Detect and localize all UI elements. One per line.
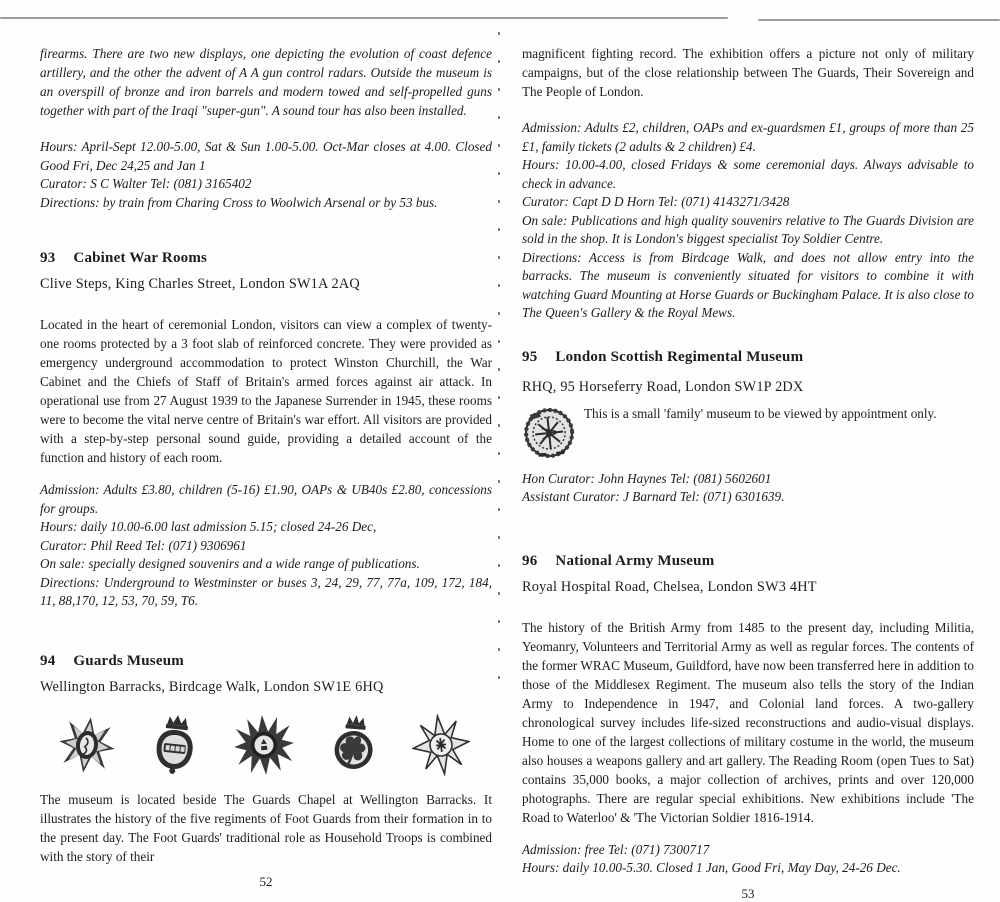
section-96-heading xyxy=(522,553,974,570)
hours-line: Hours: daily 10.00-6.00 last admission 5.15; closed 24-26 Dec, xyxy=(40,519,377,534)
hours-line: Hours: 10.00-4.00, closed Fridays & some ceremonial days. Always advisable to check in advance. xyxy=(522,157,974,191)
section-93-info-block xyxy=(40,481,492,611)
guards-regiment-badges xyxy=(40,710,492,780)
hours-line: Hours: daily 10.00-5.30. Closed 1 Jan, Good Fri, May Day, 24-26 Dec. xyxy=(522,860,901,875)
section-96-number: 96 xyxy=(522,552,538,569)
directions-line: Directions: Underground to Westminster or buses 3, 24, 29, 77, 77a, 109, 172, 184, 11, 88,170, 12, 53, 70, 59, T6. xyxy=(40,574,492,608)
section-96-address: Royal Hospital Road, Chelsea, London SW3 4HT xyxy=(522,578,817,595)
section-95-note-row xyxy=(522,402,974,460)
section-93-heading xyxy=(40,250,492,267)
on-sale-line: On sale: Publications and high quality souvenirs relative to The Guards Division are sold in the shop. It is London's biggest specialist Toy Soldier Centre. xyxy=(522,212,974,246)
section-93-title: Cabinet War Rooms xyxy=(73,250,208,266)
page-number-left: 52 xyxy=(259,873,273,889)
continuation-paragraph: magnificent fighting record. The exhibition offers a picture not only of military campaigns, but of the close relationship between The Guards, Their Sovereign and The People of London. xyxy=(522,46,974,99)
directions-line: Directions: Access is from Birdcage Walk, and does not allow entry into the barracks. The museum is conveniently situated for visitors to combine it with watching Guard Mounting at Horse Guards or Buckingham Palace. It is also close to The Queen's Gallery & the Royal Mews. xyxy=(522,249,974,320)
hours-line: Hours: April-Sept 12.00-5.00, Sat & Sun 1.00-5.00. Oct-Mar closes at 4.00. Closed Good Fri, Dec 24,25 and Jan 1 xyxy=(40,139,492,173)
admission-line: Admission: Adults £3.80, children (5-16) £1.90, OAPs & UB40s £2.80, concessions for groups. xyxy=(40,482,492,516)
hon-curator-line: Hon Curator: John Haynes Tel: (081) 5602601 xyxy=(522,470,772,486)
page-number-right: 53 xyxy=(741,885,755,901)
section-93-address: Clive Steps, King Charles Street, London SW1A 2AQ xyxy=(40,276,360,292)
curator-line: Curator: S C Walter Tel: (081) 3165402 xyxy=(40,176,252,191)
admission-line: Admission: free Tel: (071) 7300717 xyxy=(522,841,710,857)
prev-entry-info-block xyxy=(40,138,492,212)
welsh-guards-badge-icon xyxy=(412,714,470,776)
right-page xyxy=(522,44,974,902)
section-94-description: The museum is located beside The Guards Chapel at Wellington Barracks. It illustrates the history of the five regiments of Foot Guards from their formation in to the present day. The Foot Guards' traditional role as Household Troops is combined with the story of their xyxy=(40,791,492,864)
section-94-address: Wellington Barracks, Birdcage Walk, London SW1E 6HQ xyxy=(40,678,384,695)
section-95-heading xyxy=(522,349,974,366)
assistant-curator-line: Assistant Curator: J Barnard Tel: (071) 6301639. xyxy=(522,489,785,504)
section-95-address: RHQ, 95 Horseferry Road, London SW1P 2DX xyxy=(522,378,804,395)
continuation-paragraph: firearms. There are two new displays, one depicting the evolution of coast defence artillery, and the other the advent of A A gun control radars. Outside the museum is an overspill of bronze and iron barrels and modern towed and self-propelled guns together with part of the Iraqi "super-gun". A sound tour has also been installed. xyxy=(40,46,492,118)
section-95-info-block xyxy=(522,470,974,507)
section-94-title: Guards Museum xyxy=(73,652,184,669)
section-93-number: 93 xyxy=(40,250,56,266)
page-top-scan-edge xyxy=(0,17,728,19)
section-95-number: 95 xyxy=(522,348,538,365)
book-binding-gutter xyxy=(498,10,500,700)
section-94-heading xyxy=(40,653,492,670)
guards-museum-info-block xyxy=(522,119,974,323)
scots-guards-badge-icon xyxy=(233,714,295,776)
london-scottish-badge-icon xyxy=(522,404,584,460)
page-top-scan-edge-right xyxy=(758,19,1000,21)
curator-line: Curator: Phil Reed Tel: (071) 9306961 xyxy=(40,537,247,553)
on-sale-line: On sale: specially designed souvenirs and a wide range of publications. xyxy=(40,556,420,571)
section-95-title: London Scottish Regimental Museum xyxy=(555,348,804,365)
coldstream-guards-badge-icon xyxy=(150,713,200,777)
directions-line: Directions: by train from Charing Cross to Woolwich Arsenal or by 53 bus. xyxy=(40,194,438,210)
admission-line: Admission: Adults £2, children, OAPs and ex-guardsmen £1, groups of more than 25 £1, family tickets (2 adults & 2 children) £4. xyxy=(522,120,974,154)
section-96-title: National Army Museum xyxy=(555,552,715,569)
section-96-info-block xyxy=(522,841,974,878)
curator-line: Curator: Capt D D Horn Tel: (071) 4143271/3428 xyxy=(522,194,790,209)
left-page xyxy=(40,44,492,890)
section-94-number: 94 xyxy=(40,652,56,669)
section-93-description: Located in the heart of ceremonial London, visitors can view a complex of twenty-one rooms protected by a 3 foot slab of reinforced concrete. They were provided as emergency underground accommodation to protect Winston Churchill, the War Cabinet and the Chiefs of Staff of Britain's armed forces against air attack. In operational use from 27 August 1939 to the Japanese Surrender in 1945, these rooms were to become the vital nerve centre of Britain's war effort. All visitors are provided with a step-by-step personal sound guide, providing a detailed account of the function and history of each room. xyxy=(40,317,492,465)
section-95-note: This is a small 'family' museum to be viewed by appointment only. xyxy=(584,405,937,421)
section-96-description: The history of the British Army from 1485 to the present day, including Militia, Yeomanry, Volunteers and Territorial Army as well as regular forces. The contents of the former WRAC Museum, Guildford, have now been transferred here in addition to those of the Middlesex Regiment. The museum also tells the story of the Indian Army to Independence in 1947, and Colonial land forces. A two-gallery chronological survey includes life-sized reconstructions and audio-visual displays. Home to one of the largest collections of military costume in the world, the museum also houses a weapons gallery and art gallery. The Reading Room (open Tues to Sat) contains 35,000 books, a major collection of archives, prints and over 120,000 photographs. There are regular special exhibitions. New exhibitions include 'The Road to Waterloo' & 'The Victorian Soldier 1816-1914. xyxy=(522,619,974,825)
irish-guards-badge-icon xyxy=(329,713,379,777)
grenadier-guards-badge-icon xyxy=(58,714,116,776)
